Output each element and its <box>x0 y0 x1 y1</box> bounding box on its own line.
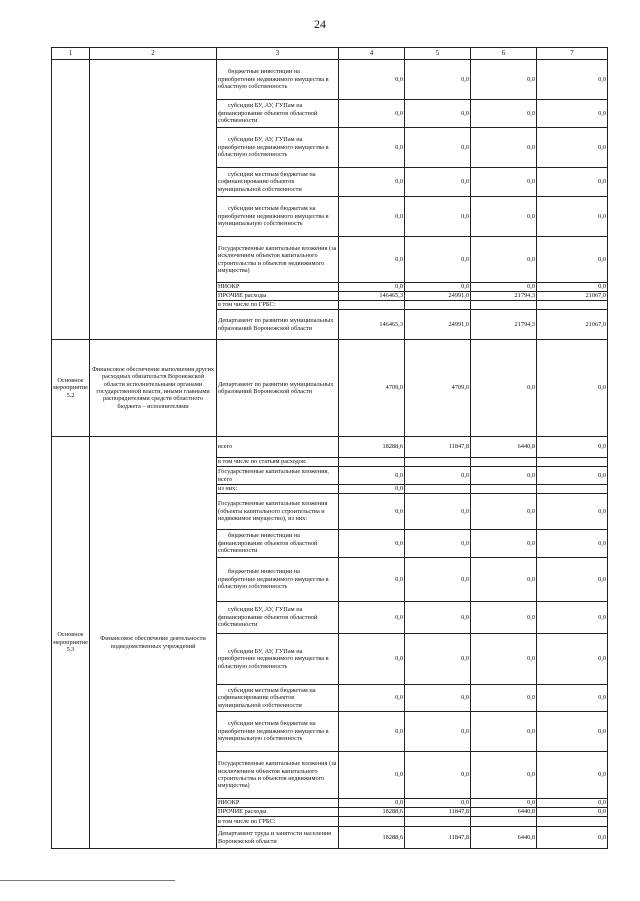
value-cell-v4: 0,0 <box>339 197 405 237</box>
value-cell-v7: 0,0 <box>537 128 608 168</box>
column-number: 5 <box>405 48 471 60</box>
value-cell-v6: 0,0 <box>471 283 537 292</box>
value-cell-v4: 0,0 <box>339 799 405 808</box>
expense-item-cell: субсидии местным бюджетам на софинансирование объектов муниципальной собственности <box>217 685 339 712</box>
value-cell-v4: 0,0 <box>339 168 405 197</box>
column-number: 1 <box>52 48 90 60</box>
value-cell-v4: 0,0 <box>339 100 405 128</box>
value-cell-v5: 0,0 <box>405 752 471 799</box>
value-cell-v4: 18288,6 <box>339 437 405 458</box>
value-cell-v6 <box>471 458 537 467</box>
measure-code-cell: Основное мероприятие 5.2 <box>52 340 90 437</box>
column-number: 7 <box>537 48 608 60</box>
value-cell-v6: 0,0 <box>471 530 537 558</box>
expense-item-cell: субсидии БУ, АУ, ГУПам на финансирование объектов областной собственности <box>217 100 339 128</box>
value-cell-v5 <box>405 817 471 827</box>
value-cell-v4: 0,0 <box>339 602 405 634</box>
expense-item-cell: бюджетные инвестиции на финансирование объектов областной собственности <box>217 530 339 558</box>
value-cell-v7: 0,0 <box>537 799 608 808</box>
value-cell-v7: 0,0 <box>537 237 608 283</box>
value-cell-v4: 0,0 <box>339 494 405 530</box>
value-cell-v5: 24991,0 <box>405 292 471 301</box>
value-cell-v6: 6440,8 <box>471 808 537 817</box>
measure-code-cell: Основное мероприятие 5.3 <box>52 437 90 849</box>
table-header <box>52 48 608 60</box>
value-cell-v5: 0,0 <box>405 602 471 634</box>
value-cell-v5: 0,0 <box>405 634 471 685</box>
column-number: 4 <box>339 48 405 60</box>
value-cell-v7 <box>537 301 608 310</box>
value-cell-v7 <box>537 458 608 467</box>
value-cell-v7: 0,0 <box>537 340 608 437</box>
expense-item-cell: НИОКР <box>217 283 339 292</box>
expense-item-cell: субсидии местным бюджетам на софинансирование объектов муниципальной собственности <box>217 168 339 197</box>
value-cell-v6: 0,0 <box>471 602 537 634</box>
value-cell-v7: 0,0 <box>537 197 608 237</box>
value-cell-v5: 0,0 <box>405 60 471 100</box>
value-cell-v7: 0,0 <box>537 60 608 100</box>
footnote-divider <box>0 880 175 881</box>
value-cell-v4: 0,0 <box>339 60 405 100</box>
value-cell-v7: 0,0 <box>537 467 608 485</box>
table-row <box>52 437 608 458</box>
value-cell-v6: 0,0 <box>471 60 537 100</box>
value-cell-v5: 0,0 <box>405 530 471 558</box>
value-cell-v4: 0,0 <box>339 128 405 168</box>
value-cell-v5: 0,0 <box>405 558 471 602</box>
value-cell-v4: 0,0 <box>339 634 405 685</box>
expense-item-cell: ПРОЧИЕ расходы <box>217 292 339 301</box>
value-cell-v6: 0,0 <box>471 128 537 168</box>
value-cell-v6: 0,0 <box>471 340 537 437</box>
value-cell-v6 <box>471 485 537 494</box>
value-cell-v6: 0,0 <box>471 712 537 752</box>
value-cell-v4: 0,0 <box>339 283 405 292</box>
value-cell-v5: 0,0 <box>405 100 471 128</box>
expense-item-cell: Департамент по развитию муниципальных образований Воронежской области <box>217 310 339 340</box>
table-row <box>52 340 608 437</box>
value-cell-v5: 11847,8 <box>405 808 471 817</box>
expense-item-cell: из них: <box>217 485 339 494</box>
value-cell-v6: 0,0 <box>471 685 537 712</box>
value-cell-v4: 0,0 <box>339 752 405 799</box>
value-cell-v5: 0,0 <box>405 168 471 197</box>
expense-item-cell: Государственные капитальные вложения (за исключением объектов капитального строительства и объектов недвижимого имущества) <box>217 237 339 283</box>
value-cell-v4 <box>339 301 405 310</box>
value-cell-v4 <box>339 817 405 827</box>
value-cell-v5: 11847,8 <box>405 437 471 458</box>
value-cell-v5 <box>405 485 471 494</box>
value-cell-v4: 18288,6 <box>339 808 405 817</box>
value-cell-v5: 0,0 <box>405 467 471 485</box>
expense-item-cell: субсидии БУ, АУ, ГУПам на приобретение недвижимого имущества в областную собственность <box>217 128 339 168</box>
value-cell-v5: 0,0 <box>405 685 471 712</box>
value-cell-v4 <box>339 458 405 467</box>
expense-item-cell: бюджетные инвестиции на приобретение недвижимого имущества в областную собственность <box>217 558 339 602</box>
value-cell-v7: 0,0 <box>537 602 608 634</box>
column-number: 6 <box>471 48 537 60</box>
value-cell-v5: 11847,8 <box>405 827 471 849</box>
value-cell-v7 <box>537 817 608 827</box>
value-cell-v6: 0,0 <box>471 197 537 237</box>
budget-table <box>51 47 608 849</box>
column-number-row <box>52 48 608 60</box>
value-cell-v6: 0,0 <box>471 494 537 530</box>
value-cell-v4: 0,0 <box>339 530 405 558</box>
value-cell-v6: 0,0 <box>471 467 537 485</box>
expense-item-cell: в том числе по статьям расходов: <box>217 458 339 467</box>
measure-name-cell: Финансовое обеспечение деятельности подведомственных учреждений <box>90 437 217 849</box>
value-cell-v5: 0,0 <box>405 283 471 292</box>
value-cell-v7: 21067,0 <box>537 310 608 340</box>
table-body <box>52 60 608 849</box>
value-cell-v4: 0,0 <box>339 485 405 494</box>
expense-item-cell: всего <box>217 437 339 458</box>
value-cell-v7: 0,0 <box>537 168 608 197</box>
expense-item-cell: Департамент по развитию муниципальных образований Воронежской области <box>217 340 339 437</box>
value-cell-v7: 0,0 <box>537 494 608 530</box>
value-cell-v6: 21794,3 <box>471 310 537 340</box>
value-cell-v5: 0,0 <box>405 712 471 752</box>
value-cell-v5: 0,0 <box>405 799 471 808</box>
expense-item-cell: субсидии БУ, АУ, ГУПам на приобретение недвижимого имущества в областную собственность <box>217 634 339 685</box>
expense-item-cell: субсидии местным бюджетам на приобретение недвижимого имущества в муниципальную собственность <box>217 197 339 237</box>
value-cell-v6: 0,0 <box>471 799 537 808</box>
expense-item-cell: в том числе по ГРБС: <box>217 817 339 827</box>
value-cell-v7: 0,0 <box>537 712 608 752</box>
value-cell-v5: 0,0 <box>405 128 471 168</box>
value-cell-v5 <box>405 301 471 310</box>
value-cell-v4: 4709,0 <box>339 340 405 437</box>
expense-item-cell: НИОКР <box>217 799 339 808</box>
value-cell-v7 <box>537 485 608 494</box>
value-cell-v5: 0,0 <box>405 237 471 283</box>
value-cell-v4: 18288,6 <box>339 827 405 849</box>
value-cell-v4: 0,0 <box>339 237 405 283</box>
measure-name-cell <box>90 60 217 340</box>
value-cell-v6: 0,0 <box>471 237 537 283</box>
value-cell-v7: 0,0 <box>537 752 608 799</box>
value-cell-v6: 0,0 <box>471 100 537 128</box>
expense-item-cell: Государственные капитальные вложения (за исключением объектов капитального строительства и объектов недвижимого имущества) <box>217 752 339 799</box>
value-cell-v4: 0,0 <box>339 685 405 712</box>
expense-item-cell: Государственные капитальные вложения, всего <box>217 467 339 485</box>
value-cell-v7: 0,0 <box>537 685 608 712</box>
column-number: 3 <box>217 48 339 60</box>
value-cell-v7: 0,0 <box>537 827 608 849</box>
value-cell-v5: 0,0 <box>405 494 471 530</box>
value-cell-v4: 146465,3 <box>339 310 405 340</box>
value-cell-v6 <box>471 817 537 827</box>
expense-item-cell: Департамент труда и занятости населения Воронежской области <box>217 827 339 849</box>
value-cell-v6: 21794,3 <box>471 292 537 301</box>
value-cell-v7: 0,0 <box>537 100 608 128</box>
value-cell-v4: 146465,3 <box>339 292 405 301</box>
value-cell-v6: 6440,8 <box>471 827 537 849</box>
value-cell-v7: 0,0 <box>537 437 608 458</box>
value-cell-v4: 0,0 <box>339 558 405 602</box>
measure-code-cell <box>52 60 90 340</box>
value-cell-v5: 4709,0 <box>405 340 471 437</box>
value-cell-v7: 0,0 <box>537 530 608 558</box>
value-cell-v6: 0,0 <box>471 168 537 197</box>
value-cell-v7: 21067,0 <box>537 292 608 301</box>
value-cell-v6: 0,0 <box>471 634 537 685</box>
expense-item-cell: Государственные капитальные вложения (объекты капитального строительства и недвижимое имущество), из них: <box>217 494 339 530</box>
column-number: 2 <box>90 48 217 60</box>
table-row <box>52 60 608 100</box>
expense-item-cell: в том числе по ГРБС: <box>217 301 339 310</box>
value-cell-v5: 24991,0 <box>405 310 471 340</box>
value-cell-v6: 0,0 <box>471 752 537 799</box>
expense-item-cell: субсидии местным бюджетам на приобретение недвижимого имущества в муниципальную собственность <box>217 712 339 752</box>
expense-item-cell: субсидии БУ, АУ, ГУПам на финансирование объектов областной собственности <box>217 602 339 634</box>
measure-name-cell: Финансовое обеспечение выполнения других расходных обязательств Воронежской области исполнительными органами государственной власти, иными главными распорядителями средств областного бюджета – исполнителями <box>90 340 217 437</box>
value-cell-v4: 0,0 <box>339 467 405 485</box>
value-cell-v7: 0,0 <box>537 558 608 602</box>
value-cell-v6 <box>471 301 537 310</box>
value-cell-v4: 0,0 <box>339 712 405 752</box>
value-cell-v6: 0,0 <box>471 558 537 602</box>
value-cell-v6: 6440,8 <box>471 437 537 458</box>
page-number: 24 <box>314 17 326 31</box>
value-cell-v7: 0,0 <box>537 634 608 685</box>
value-cell-v5: 0,0 <box>405 197 471 237</box>
value-cell-v7: 0,0 <box>537 283 608 292</box>
expense-item-cell: бюджетные инвестиции на приобретение недвижимого имущества в областную собственность <box>217 60 339 100</box>
expense-item-cell: ПРОЧИЕ расходы <box>217 808 339 817</box>
value-cell-v7: 0,0 <box>537 808 608 817</box>
value-cell-v5 <box>405 458 471 467</box>
